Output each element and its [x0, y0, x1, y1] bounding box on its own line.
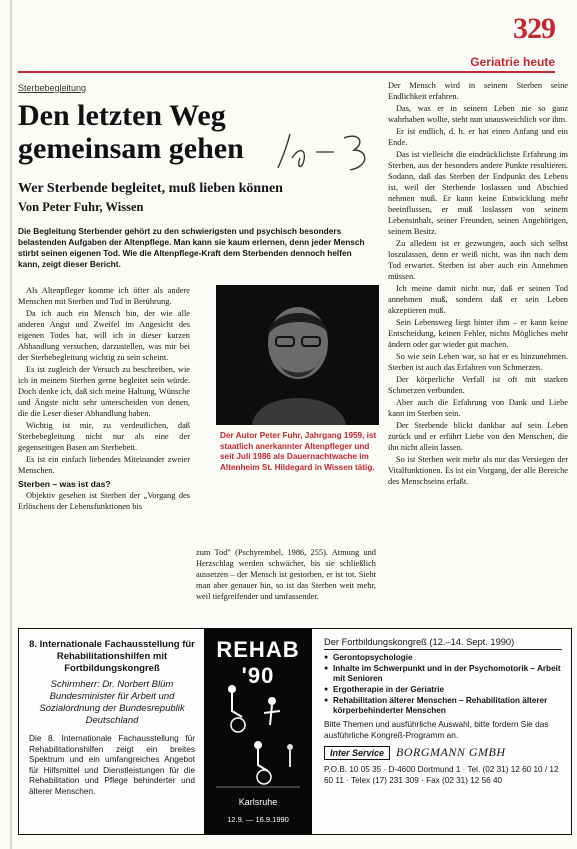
paragraph: So ist Sterben weit mehr als nur das Versiegen der Vitalfunktionen. Es ist ein Vorgang, der alle Bereiche des Menschseins erfaßt. — [388, 455, 568, 486]
rehab-poster — [204, 629, 312, 834]
list-item: ● Inhalte im Schwerpunkt und in der Psychomotorik – Arbeit mit Senioren — [324, 664, 562, 684]
article-column-1 — [18, 285, 190, 513]
list-item: ● Ergotherapie in der Geriatrie — [324, 685, 562, 695]
brand-logo-box: Inter Service — [324, 746, 390, 760]
ad-description: Die 8. Internationale Fachausstellung für Rehabilitationshilfen zeigt ein breites Spektrum und ein umfangreiches Angebot für Hilfsmittel und Dienstleistungen für die Rehabilitation und Pflege behinderter und älterer Menschen. — [29, 733, 195, 796]
paragraph: zum Tod" (Pschyrembel, 1986, 255). Atmung und Herzschlag werden schwächer, bis sie schließlich aussetzen – der Mensch ist gestorben, er ist tot. Sieht man aber genauer hin, so ist das Sterben weit mehr, weil tiefgreifender und umfassender. — [196, 548, 376, 601]
article-byline: Von Peter Fuhr, Wissen — [18, 200, 144, 214]
rehab-city: Karlsruhe — [238, 797, 278, 807]
paragraph: Da ich auch ein Mensch bin, der wie alle anderen Angst und Zweifel im Angesicht des eigenen Todes hat, will ich in dieser kurzen Abhandlung versuchen, darzustellen, was mir bei der Sterbebegleitung wichtig zu sein scheint. — [18, 309, 190, 362]
article-column-3 — [388, 80, 568, 488]
scan-edge-line — [10, 0, 12, 849]
photo-caption: Der Autor Peter Fuhr, Jahrgang 1959, ist staatlich anerkannter Altenpfleger und seit Juli 1986 als Dauernachtwache im Altenheim St. Hildegard in Wissen tätig. — [220, 431, 377, 472]
author-photo — [216, 285, 379, 425]
list-item: ● Gerontopsychologie — [324, 653, 562, 663]
paragraph: Er ist endlich, d. h. er hat einen Anfang und ein Ende. — [388, 127, 568, 147]
ad-patronage: Schirmherr: Dr. Norbert Blüm Bundesminister für Arbeit und Sozialordnung der Bundesrepublik Deutschland — [39, 679, 185, 726]
ad-event-info — [29, 639, 195, 796]
paragraph: Der Mensch wird in seinem Sterben seine Endlichkeit erfahren. — [388, 81, 568, 101]
portrait-image — [216, 285, 379, 425]
ad-note: Bitte Themen und ausführliche Auswahl, bitte fordern Sie das ausführliche Kongreß-Programm an. — [324, 719, 549, 740]
rehab-advertisement — [18, 628, 572, 835]
ad-contact: P.O.B. 10 05 35 · D-4600 Dortmund 1 · Tel. (02 31) 12 60 10 / 12 60 11 · Telex (17) 231 309 · Fax (02 31) 12 56 40 — [324, 765, 559, 785]
ad-brand — [324, 745, 562, 760]
paragraph: Der körperliche Verfall ist oft mit starken Schmerzen verbunden. — [388, 375, 568, 395]
paragraph: Es ist ein einfach liebendes Miteinander zweier Menschen. — [18, 455, 190, 475]
section-title: Geriatrie heute — [470, 55, 555, 69]
header-rule — [18, 71, 555, 73]
article-headline: Den letzten Weg gemeinsam gehen — [18, 99, 244, 165]
paragraph: Das, was er in seinem Leben nie so ganz wahrhaben wollte, steht nun unausweichlich vor ihm. — [388, 104, 568, 124]
handwritten-mark — [270, 128, 380, 176]
paragraph: Sein Lebensweg liegt hinter ihm – er kann keine Entscheidung, keinen Fehler, nichts Mögliches mehr ändern oder gar wieder gut machen. — [388, 318, 568, 349]
ad-topic-list — [324, 653, 562, 716]
wheelchair-figures-graphic — [212, 671, 304, 791]
ad-congress-heading: Der Fortbildungskongreß (12.–14. Sept. 1990) — [324, 637, 562, 650]
paragraph: Der Sterbende blickt dankbar auf sein Leben zurück und er erfährt Liebe von den Menschen, die ihn nicht allein lassen. — [388, 421, 568, 452]
article-column-2 — [196, 547, 376, 603]
article-lead: Die Begleitung Sterbender gehört zu den schwierigsten und psychisch besonders belastenden Aufgaben der Altenpflege. Man kann sie kaum erlernen, denn jeder Mensch stirbt seinen eigenen Tod. Wie die Altenpflege-Kraft dem Sterbenden dennoch helfen kann, zeigt dieser Bericht. — [18, 226, 365, 269]
paragraph: Objektiv gesehen ist Sterben der „Vorgang des Erlöschens der Lebensfunktionen bis — [18, 491, 190, 511]
article-subheadline: Wer Sterbende begleitet, muß lieben können — [18, 181, 283, 196]
paragraph: So wie sein Leben war, so hat er es hinzunehmen. Sterben ist auch das Erfahren von Schmerzen. — [388, 352, 568, 372]
paragraph: Es ist zugleich der Versuch zu beschreiben, wie ich in meinem Sterben gerne begleitet sein würde. Doch denke ich, daß sich meine Haltung, Wünsche und Ängste nicht sehr unterscheiden von denen, die die Leser dieser Abhandlung haben. — [18, 365, 190, 418]
page-number: 329 — [513, 12, 555, 45]
paragraph: Das ist vielleicht die eindrücklichste Erfahrung im Sterben, aus der besonders andere Punkte resultieren. Sodann, daß das Sterben der Endpunkt des Lebens ist, weil der Sterbende loslassen und Abschied nehmen muß. Er kann keine Entwicklung mehr beeinflussen, er muß loslassen von seinem Lebensinhalt, seiner Freunden, seinen Angehörigen, seinem Besitz. — [388, 150, 568, 236]
paragraph: Aber auch die Erfahrung von Dank und Liebe kann im Sterben sein. — [388, 398, 568, 418]
list-item: ● Rehabilitation älterer Menschen – Rehabilitation älterer körperbehinderter Menschen — [324, 696, 562, 716]
paragraph: Als Altenpfleger komme ich öfter als andere Menschen mit Sterben und Tod in Berührung. — [18, 286, 190, 306]
column-subheading: Sterben – was ist das? — [18, 479, 111, 489]
paragraph: Zu alledem ist er gezwungen, auch sich selbst loszulassen, denn er weiß nicht, was ihn nach dem Tod erwartet. Sterben ist aber auch ein Annehmen müssen. — [388, 239, 568, 281]
brand-name: BORGMANN GMBH — [396, 745, 506, 759]
article-kicker: Sterbebegleitung — [18, 83, 87, 93]
paragraph: Ich meine damit nicht nur, daß er seinen Tod annehmen muß, sondern daß er sein Leben akzeptieren muß. — [388, 284, 568, 315]
rehab-dates: 12.9. — 16.9.1990 — [227, 815, 289, 824]
rehab-title: REHAB '90 — [216, 637, 300, 688]
paragraph: Wichtig ist mir, zu verdeutlichen, daß Sterbebegleitung nicht nur als eine der gegenseitigen Basen am Sterbebett. — [18, 421, 190, 452]
ad-event-title: 8. Internationale Fachausstellung für Rehabilitationshilfen mit Fortbildungskongreß — [29, 639, 195, 674]
ad-congress-info — [324, 637, 562, 786]
